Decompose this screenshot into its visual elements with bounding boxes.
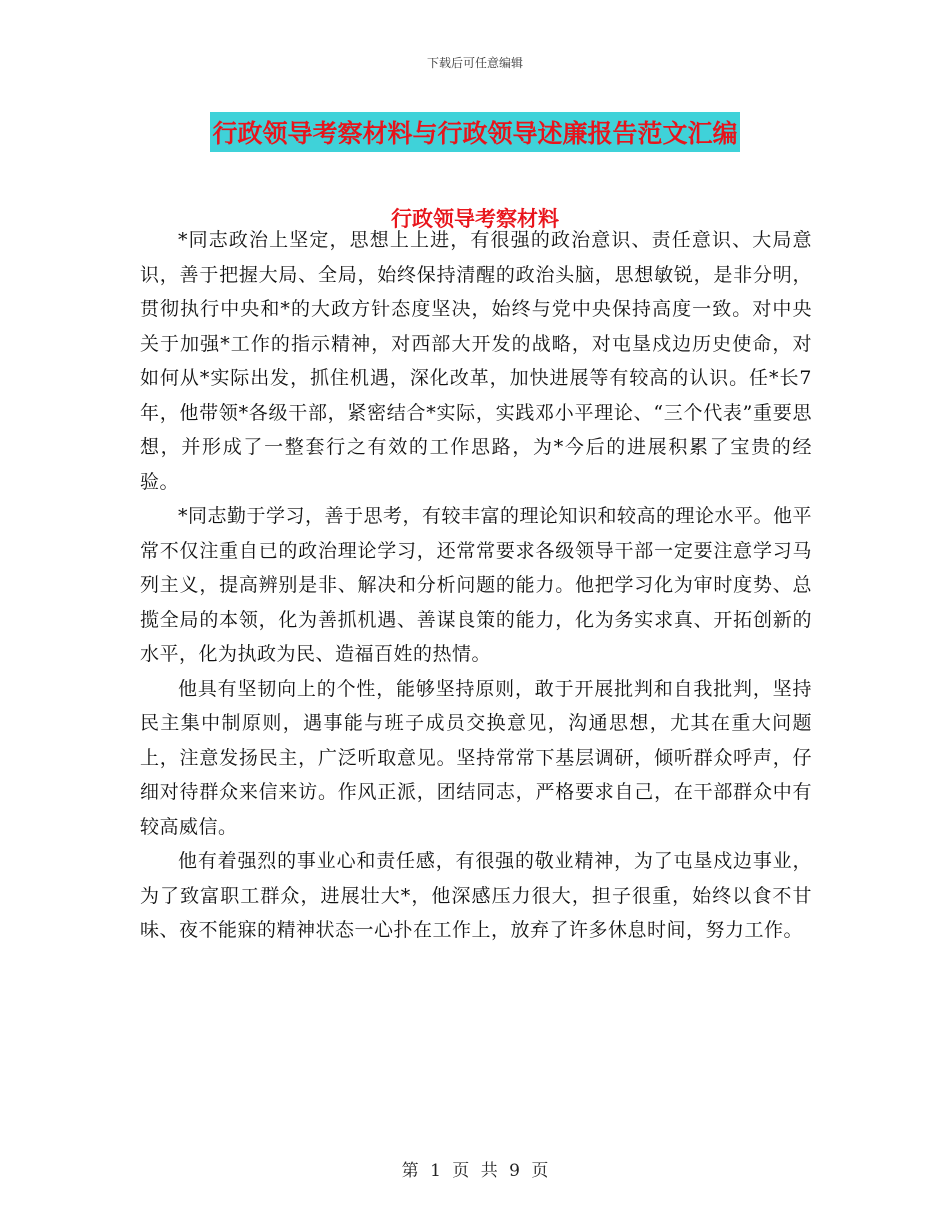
main-title: 行政领导考察材料与行政领导述廉报告范文汇编: [210, 112, 739, 152]
paragraph-3: 他具有坚韧向上的个性，能够坚持原则，敢于开展批判和自我批判，坚持民主集中制原则，遇事能与班子成员交换意见，沟通思想，尤其在重大问题上，注意发扬民主，广泛听取意见。坚持常常下基层调研，倾听群众呼声，仔细对待群众来信来访。作风正派，团结同志，严格要求自己，在干部群众中有较高威信。: [140, 677, 812, 838]
paragraph-4: 他有着强烈的事业心和责任感，有很强的敬业精神，为了屯垦戍边事业，为了致富职工群众，进展壮大*，他深感压力很大，担子很重，始终以食不甘味、夜不能寐的精神状态一心扑在工作上，放弃了许多休息时间，努力工作。: [140, 850, 812, 941]
section-title: 行政领导考察材料: [391, 206, 559, 231]
paragraph-1: *同志政治上坚定，思想上上进，有很强的政治意识、责任意识、大局意识，善于把握大局、全局，始终保持清醒的政治头脑，思想敏锐，是非分明，贯彻执行中央和*的大政方针态度坚决，始终与党中央保持高度一致。对中央关于加强*工作的指示精神，对西部大开发的战略，对屯垦戍边历史使命，对如何从*实际出发，抓住机遇，深化改革，加快进展等有较高的认识。任*长7年，他带领*各级干部，紧密结合*实际，实践邓小平理论、“三个代表”重要思想，并形成了一整套行之有效的工作思路，为*今后的进展积累了宝贵的经验。: [140, 229, 812, 493]
paragraph-2: *同志勤于学习，善于思考，有较丰富的理论知识和较高的理论水平。他平常不仅注重自已的政治理论学习，还常常要求各级领导干部一定要注意学习马列主义，提高辨别是非、解决和分析问题的能力。他把学习化为审时度势、总揽全局的本领，化为善抓机遇、善谋良策的能力，化为务实求真、开拓创新的水平，化为执政为民、造福百姓的热情。: [140, 505, 813, 665]
body-text: [140, 223, 812, 948]
main-title-wrap: [0, 112, 950, 152]
header-note: 下载后可任意编辑: [426, 56, 523, 70]
page-footer: 第 1 页 共 9 页: [401, 1161, 549, 1181]
